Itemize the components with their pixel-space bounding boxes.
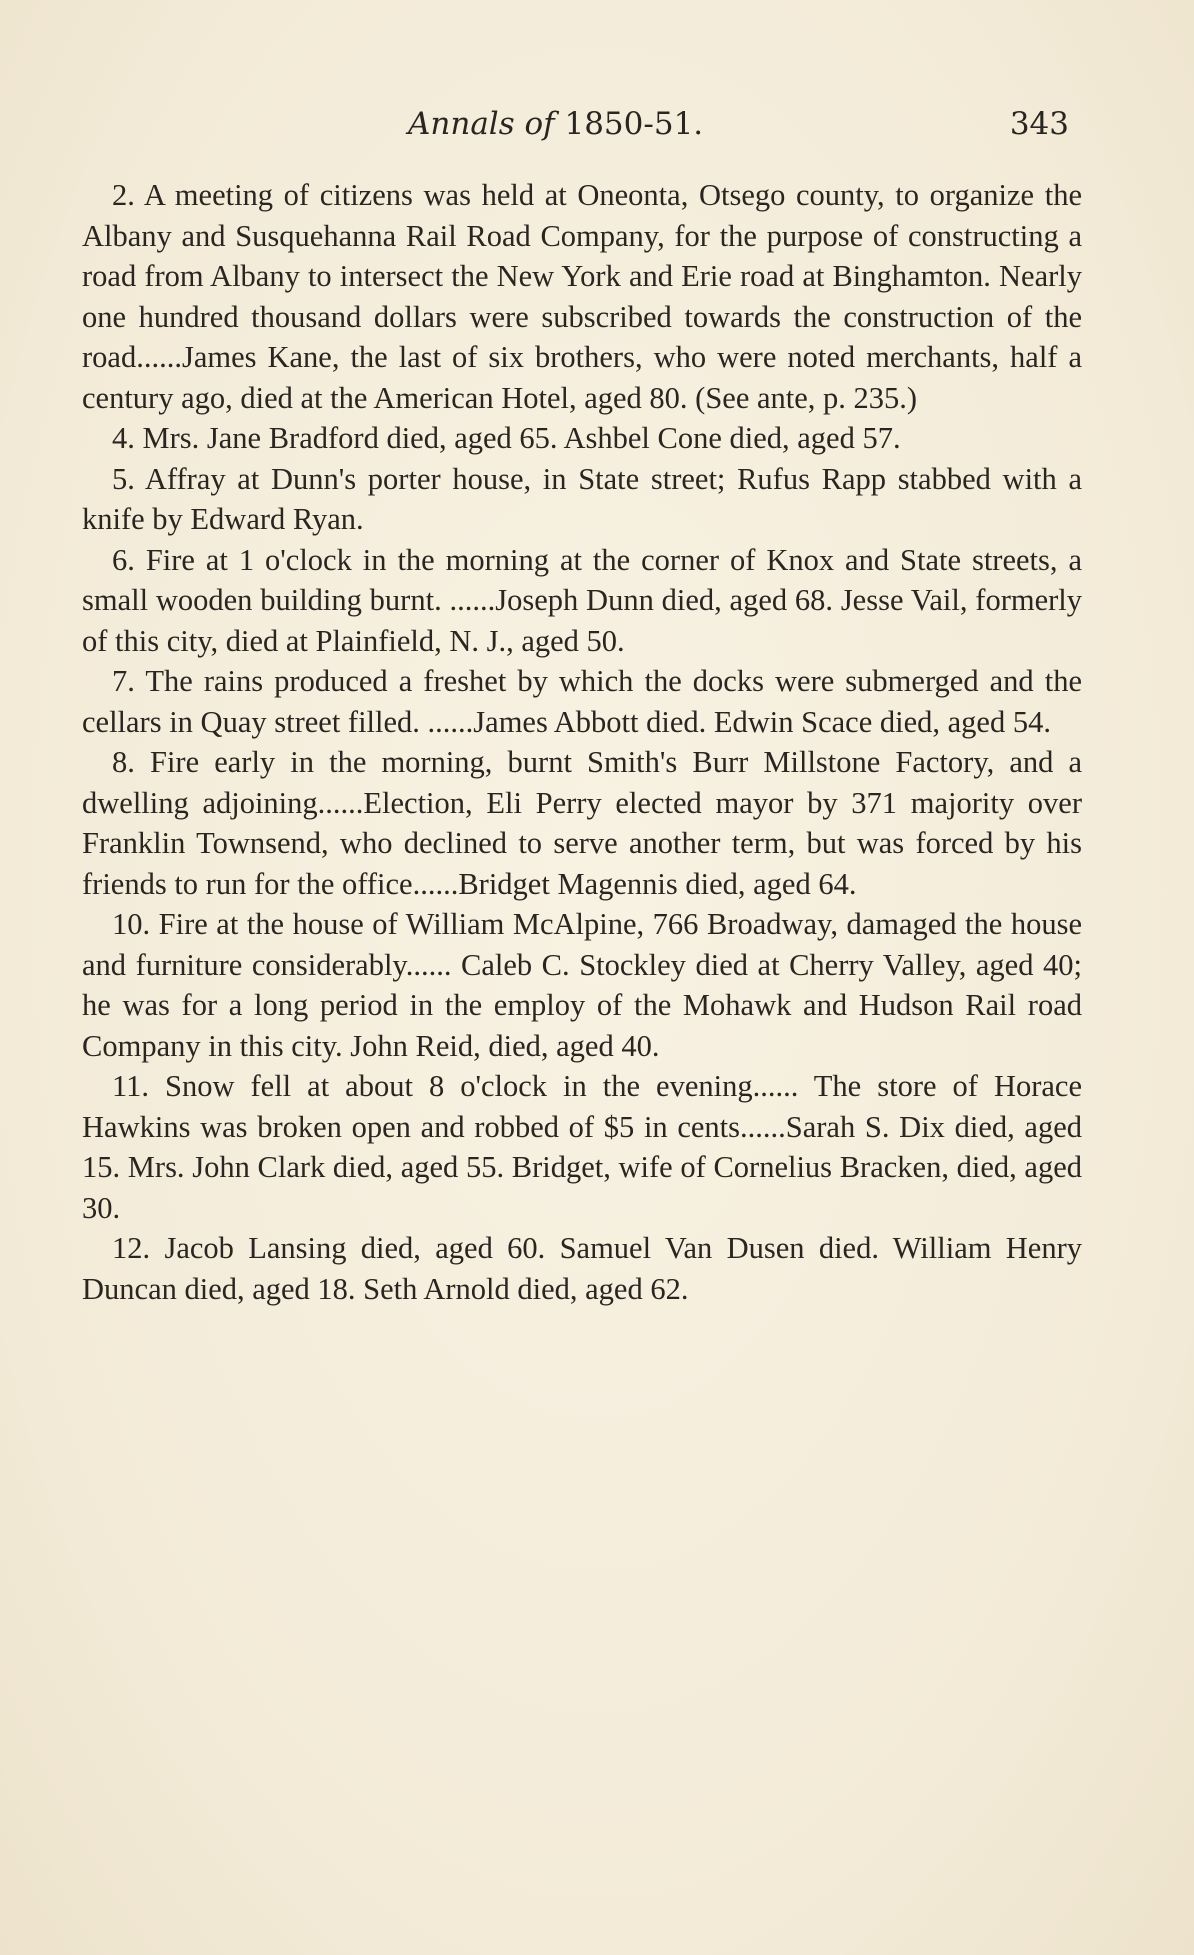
running-header: [90, 102, 1075, 146]
entry-day-2: 2. A meeting of citizens was held at Oneonta, Otsego county, to organize the Albany and Susquehanna Rail Road Company, for the purpose of constructing a road from Albany to intersect the New York and Erie road at Binghamton. Nearly one hundred thousand dollars were subscribed towards the construction of the road......James Kane, the last of six brothers, who were noted merchants, half a century ago, died at the American Hotel, aged 80. (See ante, p. 235.): [82, 178, 1082, 415]
title-italic: Annals of: [408, 106, 555, 142]
entry-day-8: 8. Fire early in the morning, burnt Smith's Burr Millstone Factory, and a dwelling adjoining......Election, Eli Perry elected mayor by 371 majority over Franklin Townsend, who declined to serve another term, but was forced by his friends to run for the office......Bridget Magennis died, aged 64.: [82, 745, 1082, 901]
entry-day-10: 10. Fire at the house of William McAlpine, 766 Broadway, damaged the house and furniture considerably...... Caleb C. Stockley died at Cherry Valley, aged 40; he was for a long period in the employ of the Mohawk and Hudson Rail road Company in this city. John Reid, died, aged 40.: [82, 907, 1082, 1063]
running-title: [408, 102, 703, 146]
entry-day-5: 5. Affray at Dunn's porter house, in State street; Rufus Rapp stabbed with a knife by Edward Ryan.: [82, 461, 1082, 536]
entry-day-11: 11. Snow fell at about 8 o'clock in the evening...... The store of Horace Hawkins was broken open and robbed of $5 in cents......Sarah S. Dix died, aged 15. Mrs. John Clark died, aged 55. Bridget, wife of Cornelius Bracken, died, aged 30.: [82, 1069, 1082, 1225]
title-year: 1850-51.: [564, 106, 704, 142]
entry-day-7: 7. The rains produced a freshet by which the docks were submerged and the cellars in Quay street filled. ......James Abbott died. Edwin Scace died, aged 54.: [82, 664, 1082, 739]
page-body: [82, 175, 1082, 1309]
entry-day-12: 12. Jacob Lansing died, aged 60. Samuel Van Dusen died. William Henry Duncan died, aged 18. Seth Arnold died, aged 62.: [82, 1231, 1082, 1306]
entry-day-6: 6. Fire at 1 o'clock in the morning at the corner of Knox and State streets, a small wooden building burnt. ......Joseph Dunn died, aged 68. Jesse Vail, formerly of this city, died at Plainfield, N. J., aged 50.: [82, 542, 1082, 658]
entry-day-4: 4. Mrs. Jane Bradford died, aged 65. Ashbel Cone died, aged 57.: [112, 421, 901, 455]
page-number: 343: [1009, 106, 1069, 142]
